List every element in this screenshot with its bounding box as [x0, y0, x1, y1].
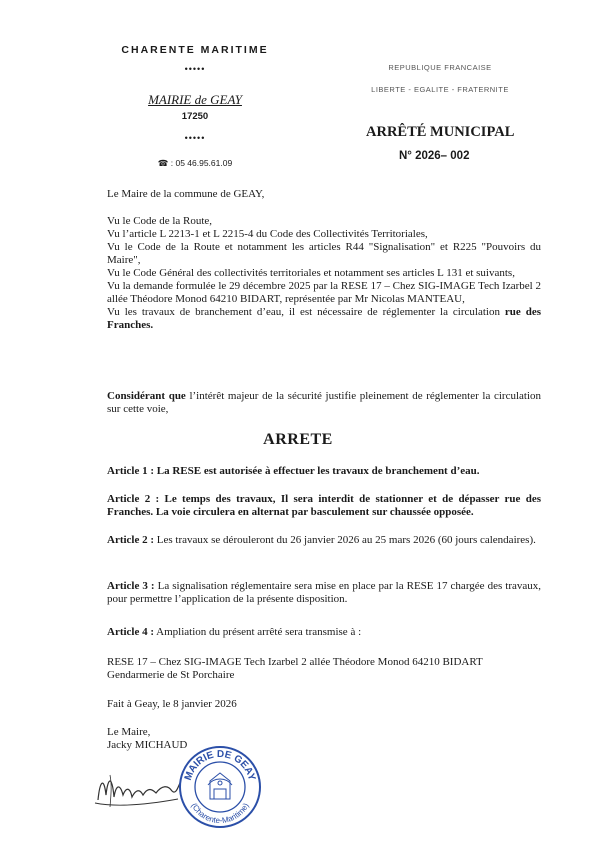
arrete-heading: ARRETE [263, 431, 333, 448]
article-1: Article 1 : La RESE est autorisée à effectuer les travaux de branchement d’eau. [107, 465, 480, 477]
separator-dots: ••••• [184, 64, 206, 74]
date-place: Fait à Geay, le 8 janvier 2026 [107, 698, 237, 710]
document-number: N° 2026– 002 [399, 150, 470, 162]
republique-label: REPUBLIQUE FRANCAISE [388, 63, 492, 72]
vu-item: Vu la demande formulée le 29 décembre 2025 par la RESE 17 – Chez SIG-IMAGE Tech Izarbel 2 allée Théodore Monod 64210 BIDART, représentée par Mr Nicolas MANTEAU, [107, 280, 541, 305]
mairie-name: MAIRIE de GEAY [148, 92, 242, 107]
vu-item: Vu l’article L 2213-1 et L 2215-4 du Code des Collectivités Territoriales, [107, 228, 428, 240]
signatory-title: Le Maire, [107, 726, 151, 738]
vu-item: Vu le Code de la Route et notamment les articles R44 "Signalisation" et R225 "Pouvoirs du Maire", [107, 241, 541, 266]
phone-number: ☎ : 05 46.95.61.09 [157, 158, 233, 168]
article-4: Article 4 : Ampliation du présent arrêté sera transmise à : [107, 626, 362, 638]
handwritten-signature [90, 765, 185, 815]
devise-label: LIBERTE - EGALITE - FRATERNITE [371, 85, 509, 94]
recipients-list [107, 656, 541, 682]
postcode: 17250 [181, 111, 209, 122]
vu-item: Vu les travaux de branchement d’eau, il est nécessaire de réglementer la circulation rue des Franches. [107, 306, 541, 331]
street-name: rue des Franches. [107, 306, 541, 331]
vu-item: Vu le Code de la Route, [107, 215, 213, 227]
svg-text:MAIRIE DE GEAY: MAIRIE DE GEAY [182, 748, 258, 782]
article-2: Article 2 : Le temps des travaux, Il sera interdit de stationner et de dépasser rue des Franches. La voie circulera en alternat par basculement sur chaussée opposée. [107, 493, 541, 518]
document-title: ARRÊTÉ MUNICIPAL [366, 124, 515, 140]
vu-list [107, 215, 541, 332]
recipient: RESE 17 – Chez SIG-IMAGE Tech Izarbel 2 allée Théodore Monod 64210 BIDART [107, 656, 483, 668]
intro-line: Le Maire de la commune de GEAY, [107, 188, 265, 200]
department-name: CHARENTE MARITIME [121, 44, 269, 56]
considerant-paragraph: Considérant que l’intérêt majeur de la sécurité justifie pleinement de réglementer la circulation sur cette voie, [107, 390, 541, 415]
signatory-name: Jacky MICHAUD [107, 739, 188, 751]
svg-text:(Charente-Maritime): (Charente-Maritime) [189, 801, 251, 826]
considerant-label: Considérant que [107, 390, 186, 402]
vu-item: Vu le Code Général des collectivités territoriales et notamment ses articles L 131 et suivants, [107, 267, 515, 279]
recipient: Gendarmerie de St Porchaire [107, 669, 235, 681]
article-3: Article 3 : La signalisation réglementaire sera mise en place par la RESE 17 chargée des travaux, pour permettre l’application de la présente disposition. [107, 580, 541, 605]
article-2b: Article 2 : Les travaux se dérouleront du 26 janvier 2026 au 25 mars 2026 (60 jours calendaires). [107, 534, 536, 546]
separator-dots-2: ••••• [184, 133, 206, 143]
mairie-stamp [178, 745, 262, 829]
